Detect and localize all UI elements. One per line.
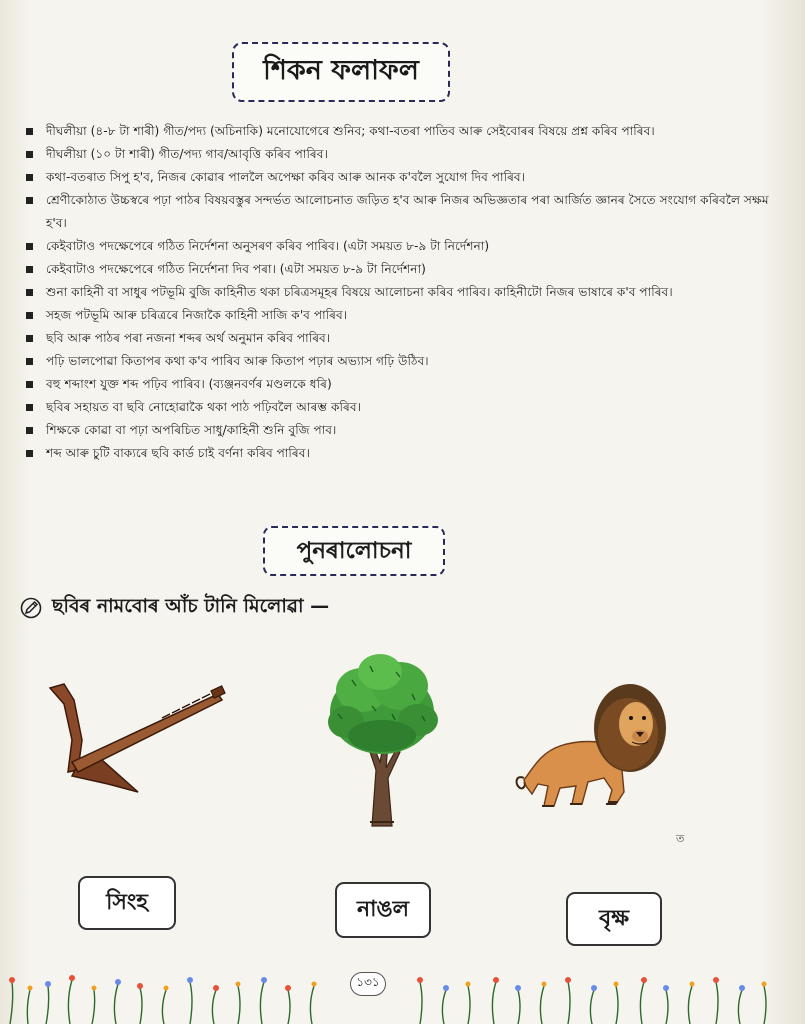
label-card-plough[interactable]: নাঙল: [335, 882, 431, 938]
list-item: কেইবাটাও পদক্ষেপেৰে গঠিত নিৰ্দেশনা দিব পৰা। (এটা সময়ত ৮-৯ টা নিৰ্দেশনা): [22, 258, 792, 281]
list-item: দীঘলীয়া (১০ টা শাৰী) গীত/পদ্য গাব/আবৃত্তি কৰিব পাৰিব।: [22, 143, 792, 166]
pencil-icon: [20, 597, 42, 619]
list-item: শুনা কাহিনী বা সাধুৰ পটভূমি বুজি কাহিনীত থকা চৰিত্ৰসমূহৰ বিষয়ে আলোচনা কৰিব পাৰিব। কাহিনীটো নিজৰ ভাষাৰে ক'ব পাৰিব।: [22, 281, 792, 304]
page-number: ১৩১: [350, 972, 386, 996]
learning-outcomes-title: শিকন ফলাফল: [232, 42, 450, 102]
tree-icon[interactable]: [322, 650, 442, 830]
label-card-lion[interactable]: সিংহ: [78, 876, 176, 930]
instruction-text: ছবিৰ নামবোৰ আঁচ টানি মিলোৱা —: [52, 595, 330, 617]
list-item: পঢ়ি ভালপোৱা কিতাপৰ কথা ক'ব পাৰিব আৰু কিতাপ পঢ়াৰ অভ্যাস গঢ়ি উঠিব।: [22, 350, 792, 373]
exercise-instruction: [20, 592, 329, 624]
learning-outcomes-list: [22, 120, 792, 465]
list-item: কথা-বতৰাত সিপু হ'ব, নিজৰ কোৱাৰ পাললৈ অপেক্ষা কৰিব আৰু আনক ক'বলৈ সুযোগ দিব পাৰিব।: [22, 166, 792, 189]
list-item: সহজ পটভূমি আৰু চৰিত্ৰৰে নিজাকৈ কাহিনী সাজি ক'ব পাৰিব।: [22, 304, 792, 327]
list-item: ছবিৰ সহায়ত বা ছবি নোহোৱাকৈ থকা পাঠ পঢ়িবলৈ আৰম্ভ কৰিব।: [22, 396, 792, 419]
list-item: শিক্ষকে কোৱা বা পঢ়া অপৰিচিত সাধু/কাহিনী শুনি বুজি পাব।: [22, 419, 792, 442]
list-item: শ্ৰেণীকোঠাত উচ্চস্বৰে পঢ়া পাঠৰ বিষয়বস্তুৰ সন্দৰ্ভত আলোচনাত জড়িত হ'ব আৰু নিজৰ অভিজ্ঞতাৰ পৰা আৰ্জিত জ্ঞানৰ সৈতে সংযোগ কৰিবলৈ সক্ষম হ'ব।: [22, 189, 792, 235]
list-item: কেইবাটাও পদক্ষেপেৰে গঠিত নিৰ্দেশনা অনুসৰণ কৰিব পাৰিব। (এটা সময়ত ৮-৯ টা নিৰ্দেশনা): [22, 235, 792, 258]
label-card-tree[interactable]: বৃক্ষ: [566, 892, 662, 946]
list-item: দীঘলীয়া (৪-৮ টা শাৰী) গীত/পদ্য (অচিনাকি) মনোযোগেৰে শুনিব; কথা-বতৰা পাতিব আৰু সেইবোৰৰ বিষয়ে প্ৰশ্ন কৰিব পাৰিব।: [22, 120, 792, 143]
lion-icon[interactable]: [512, 682, 668, 816]
review-title: পুনৰালোচনা: [263, 526, 445, 576]
plough-icon[interactable]: [42, 680, 226, 798]
list-item: বহু শব্দাংশ যুক্ত শব্দ পঢ়িব পাৰিব। (ব্যঞ্জনবৰ্ণৰ মণ্ডলকে ধৰি): [22, 373, 792, 396]
list-item: ছবি আৰু পাঠৰ পৰা নজনা শব্দৰ অৰ্থ অনুমান কৰিব পাৰিব।: [22, 327, 792, 350]
flower-border: [0, 960, 805, 1024]
small-mark: ত: [676, 832, 685, 845]
list-item: শব্দ আৰু চুটি বাক্যৰে ছবি কাৰ্ড চাই বৰ্ণনা কৰিব পাৰিব।: [22, 442, 792, 465]
